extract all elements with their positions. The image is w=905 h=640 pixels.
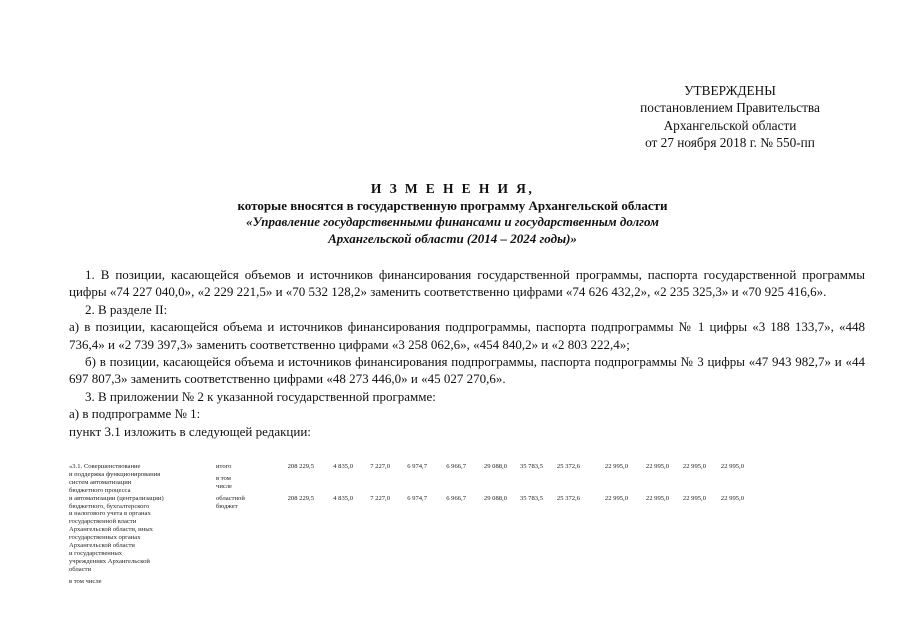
item-title	[69, 463, 164, 574]
funding-source-line: областной	[216, 495, 245, 502]
item-title-line: «3.1. Совершенствование	[69, 463, 141, 470]
table-cell-value: 25 372,6	[556, 463, 580, 470]
approval-date: от 27 ноября 2018 г. № 550-пп	[645, 135, 815, 151]
table-cell-value: 7 227,0	[370, 463, 390, 470]
table-row	[216, 495, 876, 511]
item-title-line: и автоматизации (централизации)	[69, 494, 164, 502]
funding-source-line: бюджет	[216, 502, 238, 510]
item-title-line: государственных органах	[69, 534, 141, 542]
title-line: которые вносятся в государственную программу Архангельской области	[237, 197, 668, 213]
item-title-line: бюджетного, бухгалтерского	[69, 502, 150, 510]
table-cell-value: 22 995,0	[682, 463, 706, 470]
table-cell-value: 25 372,6	[556, 495, 580, 502]
table-row	[216, 475, 876, 491]
table-cell-value: 22 995,0	[645, 463, 669, 470]
table-cell-value: 22 995,0	[604, 463, 628, 470]
table-cell-value: 6 966,7	[446, 495, 466, 502]
table-cell-value: 22 995,0	[645, 495, 669, 502]
paragraph: 2. В разделе II:	[85, 301, 168, 317]
paragraph: 3. В приложении № 2 к указанной государственной программе:	[85, 388, 436, 404]
table-cell-value: 6 966,7	[446, 463, 466, 470]
table-cell-value: 22 995,0	[720, 463, 744, 470]
title-line: Архангельской области (2014 – 2024 годы)»	[328, 230, 577, 246]
table-cell-value: 22 995,0	[720, 495, 744, 502]
funding-source-line: в том	[216, 475, 231, 482]
table-cell-value: 6 974,7	[407, 495, 427, 502]
item-title-line: систем автоматизации	[69, 478, 132, 486]
approval-stamp	[600, 82, 860, 152]
table-cell-value: 29 088,0	[483, 463, 507, 470]
paragraph: б) в позиции, касающейся объема и источников финансирования подпрограммы, паспорта подпрограммы № 3 цифры «47 943 982,7» и «44 697 807,3» заменить соответственно цифрами «48 273 446,0» и «45 027 270,6».	[69, 354, 865, 387]
title-heading: И З М Е Н Е Н И Я,	[370, 181, 535, 196]
table-cell-value: 6 974,7	[407, 463, 427, 470]
item-title-line: учреждениях Архангельской	[69, 557, 150, 565]
item-title-line: и поддержка функционирования	[69, 470, 161, 478]
approval-line: постановлением Правительства	[640, 100, 820, 116]
item-title-line: Архангельской области	[69, 542, 135, 550]
paragraph: пункт 3.1 изложить в следующей редакции:	[69, 423, 311, 439]
table-cell-value: 208 229,5	[287, 463, 314, 470]
paragraph: а) в подпрограмме № 1:	[69, 406, 201, 422]
table-cell-value: 35 783,5	[519, 495, 543, 502]
item-title-line: области	[69, 565, 92, 573]
item-title-line: и государственных	[69, 549, 123, 557]
funding-source	[216, 463, 252, 471]
table-cell-value: 29 088,0	[483, 495, 507, 502]
table-cell-value: 35 783,5	[519, 463, 543, 470]
document-body	[69, 266, 865, 440]
table-item-cell	[69, 463, 164, 586]
funding-source-line: числе	[216, 482, 232, 490]
table-cell-value: 22 995,0	[604, 495, 628, 502]
table-cell-value: 7 227,0	[370, 495, 390, 502]
item-title-line: Архангельской области, иных	[69, 526, 153, 534]
funding-source	[216, 475, 252, 491]
document-title	[60, 181, 845, 247]
approval-line: Архангельской области	[663, 117, 797, 133]
table-cell-value: 4 835,0	[333, 463, 353, 470]
table-cell-value: 208 229,5	[287, 495, 314, 502]
item-title-line: и налогового учета в органах	[69, 510, 151, 518]
approval-line: УТВЕРЖДЕНЫ	[684, 83, 776, 98]
table-cell-value: 4 835,0	[333, 495, 353, 502]
funding-source-line: итого	[216, 463, 232, 470]
item-title-line: государственной власти	[69, 518, 137, 526]
paragraph: а) в позиции, касающейся объема и источников финансирования подпрограммы, паспорта подпрограммы № 1 цифры «3 188 133,7», «448 736,4» и «2 739 397,3» заменить соответственно цифрами «3 258 062,6», «454 840,2» и «2 803 222,4»;	[69, 319, 865, 352]
including-label: в том числе	[69, 577, 102, 585]
title-line: «Управление государственными финансами и государственным долгом	[246, 214, 659, 230]
table-cell-value: 22 995,0	[682, 495, 706, 502]
funding-source	[216, 495, 252, 511]
item-title-line: бюджетного процесса	[69, 486, 131, 494]
paragraph: 1. В позиции, касающейся объемов и источников финансирования государственной программы, паспорта государственной программы цифры «74 227 040,0», «2 229 221,5» и «70 532 128,2» заменить соответственно цифрами «74 626 432,2», «2 235 325,3» и «70 925 416,6».	[69, 267, 865, 300]
